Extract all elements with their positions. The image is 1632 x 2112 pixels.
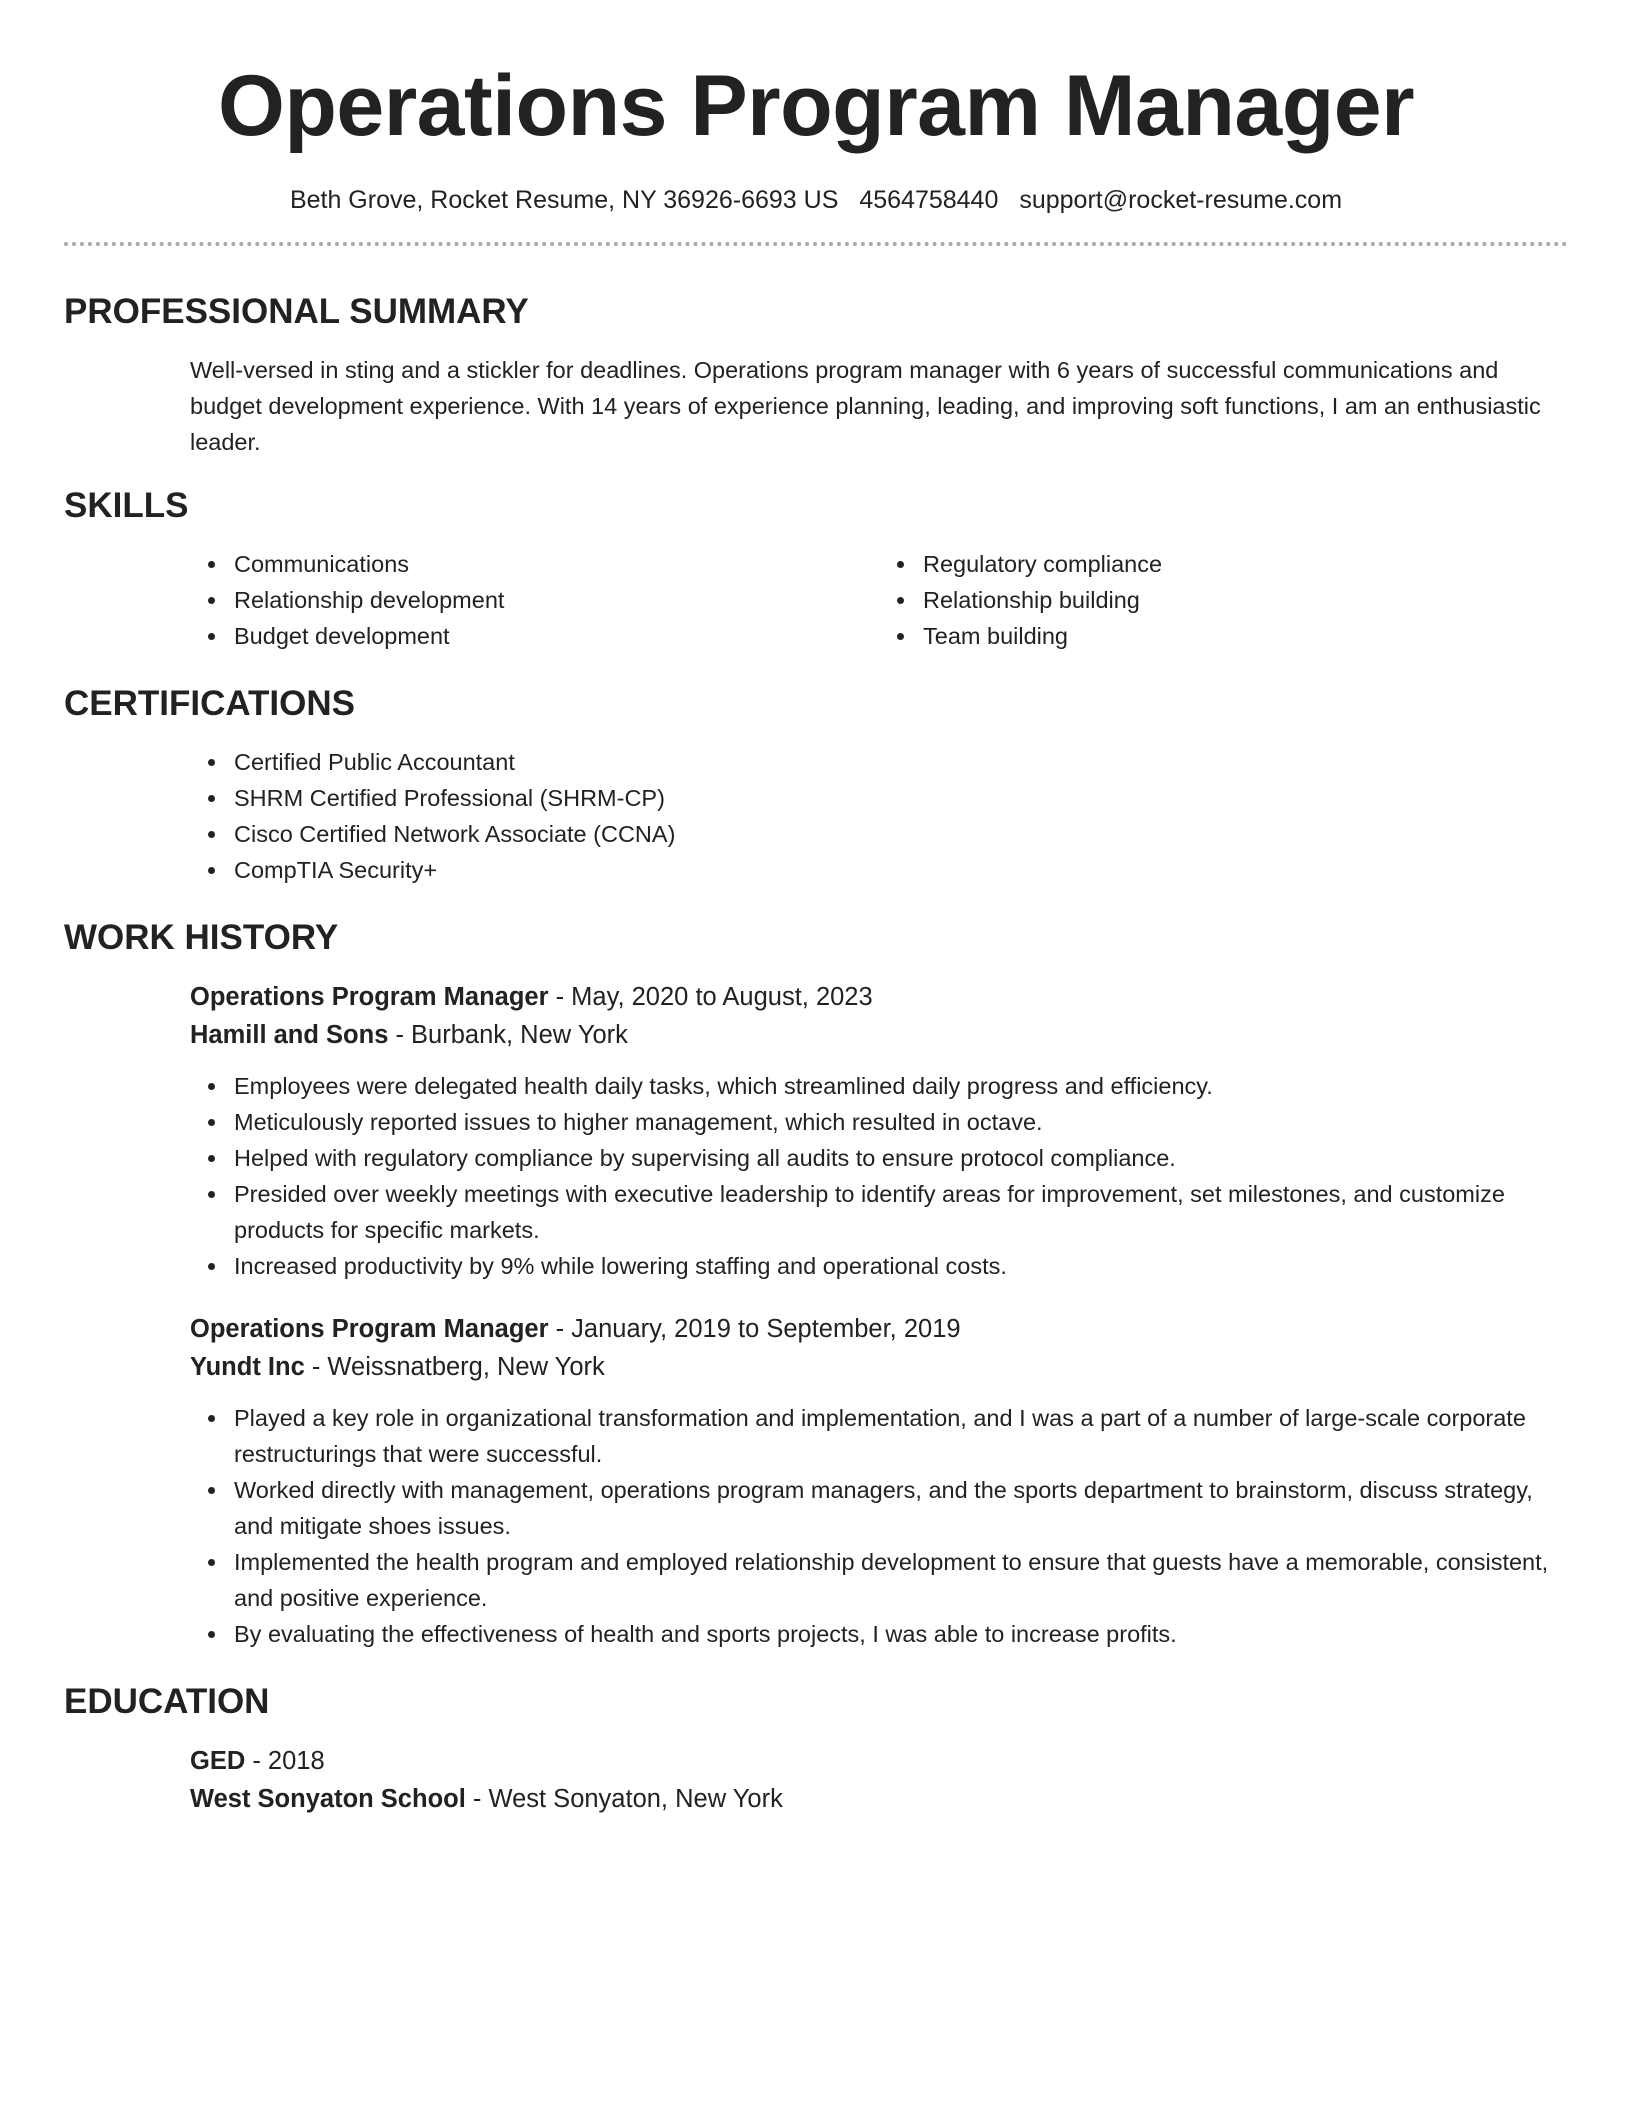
- certification-item: SHRM Certified Professional (SHRM-CP): [234, 780, 1568, 816]
- education-heading: EDUCATION: [64, 1682, 270, 1721]
- certification-item: CompTIA Security+: [234, 852, 1568, 888]
- skills-heading: SKILLS: [64, 486, 189, 525]
- job-title: Operations Program Manager: [190, 983, 549, 1011]
- job-company-line: [190, 1016, 1568, 1054]
- job-title-line: [190, 1310, 1568, 1348]
- job-bullets: [190, 1068, 1568, 1284]
- certification-item: Cisco Certified Network Associate (CCNA): [234, 816, 1568, 852]
- job-company: Hamill and Sons: [190, 1021, 389, 1049]
- job-location: - Weissnatberg, New York: [304, 1353, 605, 1381]
- job-bullet: Played a key role in organizational transformation and implementation, and I was a part of a number of large-scale corporate restructurings that were successful.: [234, 1400, 1568, 1472]
- education-section: [64, 1680, 1568, 1818]
- certifications-section: [64, 682, 1568, 888]
- job-company-line: [190, 1348, 1568, 1386]
- summary-heading: PROFESSIONAL SUMMARY: [64, 292, 529, 331]
- job-bullet: Helped with regulatory compliance by supervising all audits to ensure protocol compliance.: [234, 1140, 1568, 1176]
- contact-phone: 4564758440: [859, 186, 999, 214]
- skill-item: Budget development: [234, 618, 879, 654]
- skill-item: Regulatory compliance: [923, 546, 1568, 582]
- skill-item: Relationship development: [234, 582, 879, 618]
- job-bullet: Worked directly with management, operations program managers, and the sports department to brainstorm, discuss strategy, and mitigate shoes issues.: [234, 1472, 1568, 1544]
- education-school: West Sonyaton School: [190, 1785, 466, 1813]
- resume-title: Operations Program Manager: [217, 58, 1415, 154]
- certification-item: Certified Public Accountant: [234, 744, 1568, 780]
- certifications-heading: CERTIFICATIONS: [64, 684, 356, 723]
- job-title-line: [190, 978, 1568, 1016]
- skills-list-left: [190, 546, 879, 654]
- job-bullet: By evaluating the effectiveness of health and sports projects, I was able to increase profits.: [234, 1616, 1568, 1652]
- job-bullets: [190, 1400, 1568, 1652]
- contact-email: support@rocket-resume.com: [1019, 186, 1343, 214]
- contact-address: Beth Grove, Rocket Resume, NY 36926-6693 US: [289, 186, 839, 214]
- job-location: - Burbank, New York: [388, 1021, 628, 1049]
- skills-list-right: [879, 546, 1568, 654]
- contact-line: [64, 184, 1568, 216]
- work-history-section: [64, 916, 1568, 1652]
- education-degree: GED: [190, 1747, 246, 1775]
- skill-item: Communications: [234, 546, 879, 582]
- skill-item: Relationship building: [923, 582, 1568, 618]
- job-entry: [190, 1310, 1568, 1652]
- job-bullet: Presided over weekly meetings with executive leadership to identify areas for improvement, set milestones, and customize products for specific markets.: [234, 1176, 1568, 1248]
- header-divider: [64, 242, 1568, 246]
- summary-section: [64, 290, 1568, 460]
- job-dates: - January, 2019 to September, 2019: [548, 1315, 961, 1343]
- work-history-heading: WORK HISTORY: [64, 918, 339, 957]
- job-bullet: Increased productivity by 9% while lowering staffing and operational costs.: [234, 1248, 1568, 1284]
- education-year: - 2018: [245, 1747, 325, 1775]
- education-school-line: [190, 1780, 1568, 1818]
- skill-item: Team building: [923, 618, 1568, 654]
- job-entry: [190, 978, 1568, 1284]
- summary-text: Well-versed in sting and a stickler for deadlines. Operations program manager with 6 years of successful communications and budget development experience. With 14 years of experience planning, leading, and improving soft functions, I am an enthusiastic leader.: [190, 357, 1541, 455]
- skills-section: [64, 484, 1568, 654]
- certifications-list: [190, 744, 1568, 888]
- job-dates: - May, 2020 to August, 2023: [548, 983, 873, 1011]
- job-title: Operations Program Manager: [190, 1315, 549, 1343]
- job-bullet: Employees were delegated health daily tasks, which streamlined daily progress and efficiency.: [234, 1068, 1568, 1104]
- education-location: - West Sonyaton, New York: [465, 1785, 783, 1813]
- education-degree-line: [190, 1742, 1568, 1780]
- job-company: Yundt Inc: [190, 1353, 305, 1381]
- job-bullet: Implemented the health program and employed relationship development to ensure that guests have a memorable, consistent, and positive experience.: [234, 1544, 1568, 1616]
- job-bullet: Meticulously reported issues to higher management, which resulted in octave.: [234, 1104, 1568, 1140]
